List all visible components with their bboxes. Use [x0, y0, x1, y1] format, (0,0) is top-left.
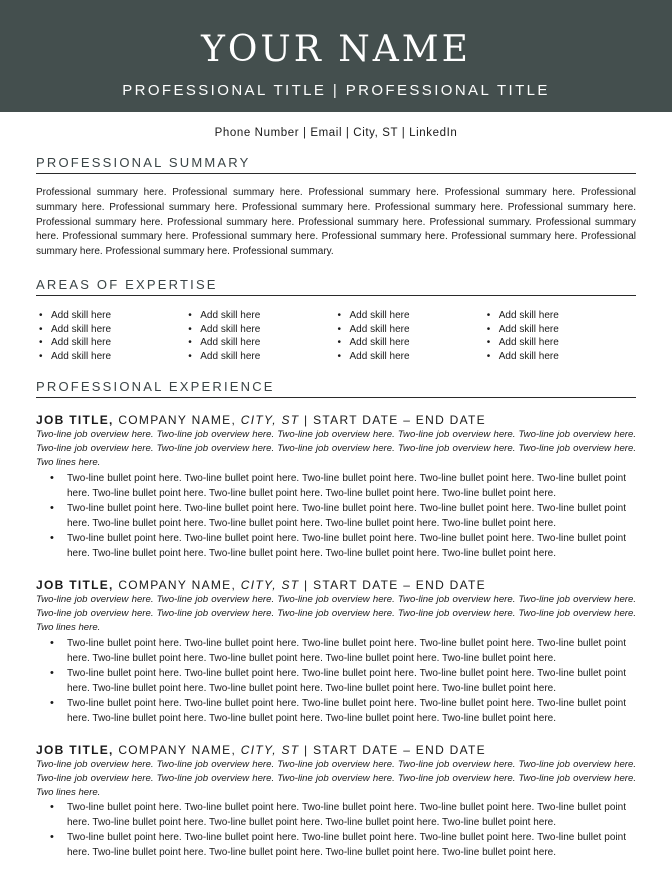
summary-text: Professional summary here. Professional summary here. Professional summary here. Professional summary here. Professional summary here. Professional summary here. Professional summary here. Professional summary here. Professional summary here. Professional summary here. Professional summary here. Professional summary here. Professional summary. Professional summary here. Professional summary here. Professional summary here. Professional summary here. Professional summary here. Professional summary here. Professional summary here. Professional summary.: [36, 187, 636, 258]
job-overview: Two-line job overview here. Two-line job overview here. Two-line job overview here. Two-line job overview here. Two-line job overview here. Two-line job overview here. Two-line job overview here. Two-line job overview here. Two-line job overview here. Two-line job overview here. Two lines here.: [36, 758, 636, 799]
job-title: JOB TITLE,: [36, 577, 114, 592]
job-dates: | START DATE – END DATE: [304, 577, 486, 592]
skills-column: [188, 309, 337, 364]
skills-column: [39, 309, 188, 364]
company-name: COMPANY NAME,: [118, 742, 237, 757]
job-bullets: [36, 636, 636, 726]
skill-item: • Add skill here: [487, 350, 636, 364]
skill-item: • Add skill here: [487, 323, 636, 337]
job-entry: [36, 412, 636, 561]
job-dates: | START DATE – END DATE: [304, 412, 486, 427]
skill-item: • Add skill here: [39, 309, 188, 323]
job-entry: [36, 577, 636, 726]
job-location: CITY, ST: [240, 577, 300, 592]
company-name: COMPANY NAME,: [118, 577, 237, 592]
contact-line: Phone Number | Email | City, ST | LinkedIn: [214, 127, 458, 139]
skill-item: • Add skill here: [188, 350, 337, 364]
expertise-heading: AREAS OF EXPERTISE: [36, 277, 636, 296]
expertise-section: [36, 277, 636, 364]
summary-section: [36, 155, 636, 260]
job-overview: Two-line job overview here. Two-line job overview here. Two-line job overview here. Two-line job overview here. Two-line job overview here. Two-line job overview here. Two-line job overview here. Two-line job overview here. Two-line job overview here. Two-line job overview here. Two lines here.: [36, 428, 636, 469]
skill-item: • Add skill here: [338, 336, 487, 350]
skills-column: [487, 309, 636, 364]
job-bullet: • Two-line bullet point here. Two-line bullet point here. Two-line bullet point here. Two-line bullet point here. Two-line bullet point here. Two-line bullet point here. Two-line bullet point here. Two-line bullet point here. Two-line bullet point here.: [36, 471, 636, 501]
professional-titles: PROFESSIONAL TITLE | PROFESSIONAL TITLE: [122, 82, 550, 99]
header-banner: [0, 0, 672, 112]
job-bullet: • Two-line bullet point here. Two-line bullet point here. Two-line bullet point here. Two-line bullet point here. Two-line bullet point here. Two-line bullet point here. Two-line bullet point here. Two-line bullet point here. Two-line bullet point here.: [36, 501, 636, 531]
job-bullet: • Two-line bullet point here. Two-line bullet point here. Two-line bullet point here. Two-line bullet point here. Two-line bullet point here. Two-line bullet point here. Two-line bullet point here. Two-line bullet point here. Two-line bullet point here.: [36, 531, 636, 561]
skill-item: • Add skill here: [487, 309, 636, 323]
job-bullets: [36, 800, 636, 860]
skill-item: • Add skill here: [338, 323, 487, 337]
job-bullets: [36, 471, 636, 561]
candidate-name: YOUR NAME: [201, 29, 471, 70]
job-header: [36, 577, 636, 593]
summary-heading: PROFESSIONAL SUMMARY: [36, 155, 636, 174]
experience-heading: PROFESSIONAL EXPERIENCE: [36, 379, 636, 398]
skills-grid: [36, 309, 636, 364]
skill-item: • Add skill here: [487, 336, 636, 350]
skill-item: • Add skill here: [338, 309, 487, 323]
job-title: JOB TITLE,: [36, 412, 114, 427]
skill-item: • Add skill here: [39, 336, 188, 350]
skill-item: • Add skill here: [188, 309, 337, 323]
job-location: CITY, ST: [240, 412, 300, 427]
job-bullet: • Two-line bullet point here. Two-line bullet point here. Two-line bullet point here. Two-line bullet point here. Two-line bullet point here. Two-line bullet point here. Two-line bullet point here. Two-line bullet point here. Two-line bullet point here.: [36, 666, 636, 696]
job-location: CITY, ST: [240, 742, 300, 757]
job-overview: Two-line job overview here. Two-line job overview here. Two-line job overview here. Two-line job overview here. Two-line job overview here. Two-line job overview here. Two-line job overview here. Two-line job overview here. Two-line job overview here. Two-line job overview here. Two lines here.: [36, 593, 636, 634]
job-title: JOB TITLE,: [36, 742, 114, 757]
job-bullet: • Two-line bullet point here. Two-line bullet point here. Two-line bullet point here. Two-line bullet point here. Two-line bullet point here. Two-line bullet point here. Two-line bullet point here. Two-line bullet point here. Two-line bullet point here.: [36, 830, 636, 860]
company-name: COMPANY NAME,: [118, 412, 237, 427]
job-bullet: • Two-line bullet point here. Two-line bullet point here. Two-line bullet point here. Two-line bullet point here. Two-line bullet point here. Two-line bullet point here. Two-line bullet point here. Two-line bullet point here. Two-line bullet point here.: [36, 696, 636, 726]
skill-item: • Add skill here: [188, 323, 337, 337]
job-bullet: • Two-line bullet point here. Two-line bullet point here. Two-line bullet point here. Two-line bullet point here. Two-line bullet point here. Two-line bullet point here. Two-line bullet point here. Two-line bullet point here. Two-line bullet point here.: [36, 636, 636, 666]
skills-column: [338, 309, 487, 364]
experience-section: [36, 379, 636, 861]
job-header: [36, 412, 636, 428]
job-bullet: • Two-line bullet point here. Two-line bullet point here. Two-line bullet point here. Two-line bullet point here. Two-line bullet point here. Two-line bullet point here. Two-line bullet point here. Two-line bullet point here. Two-line bullet point here.: [36, 800, 636, 830]
job-entry: [36, 742, 636, 861]
job-dates: | START DATE – END DATE: [304, 742, 486, 757]
skill-item: • Add skill here: [39, 350, 188, 364]
skill-item: • Add skill here: [188, 336, 337, 350]
job-header: [36, 742, 636, 758]
skill-item: • Add skill here: [39, 323, 188, 337]
skill-item: • Add skill here: [338, 350, 487, 364]
